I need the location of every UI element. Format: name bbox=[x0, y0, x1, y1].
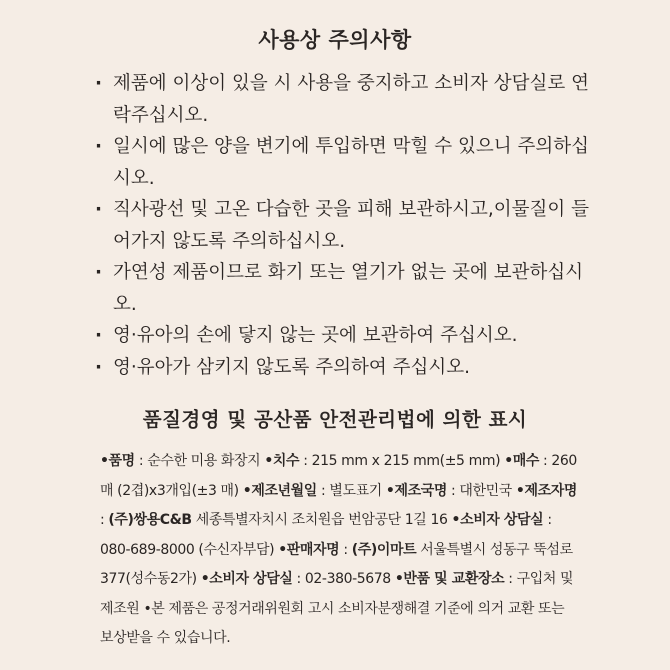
seller-center-label: •소비자 상담실 bbox=[200, 571, 293, 587]
manufacturer-separator: : bbox=[100, 512, 109, 528]
manufacturer-label: •제조자명 bbox=[515, 482, 577, 499]
caution-text: 가연성 제품이므로 화기 또는 열기가 없는 곳에 보관하십시오. bbox=[113, 262, 584, 315]
compensation-text: •본 제품은 공정거래위원회 고시 소비자분쟁해결 기준에 의거 교환 또는 보상받을 수 있습니다. bbox=[100, 600, 565, 646]
seller-label: •판매자명 bbox=[278, 541, 340, 558]
exchange-value: : 구입처 및 제조원 bbox=[100, 571, 574, 617]
bullet-mark: · bbox=[95, 199, 103, 220]
labeling-title: 품질경영 및 공산품 안전관리법에 의한 표시 bbox=[142, 408, 528, 431]
caution-item bbox=[95, 320, 595, 352]
mfg-date-value: : 별도표기 bbox=[316, 482, 386, 499]
caution-item bbox=[95, 68, 595, 131]
count-label: •매수 bbox=[504, 453, 539, 469]
bullet-mark: · bbox=[95, 136, 103, 157]
caution-text: 일시에 많은 양을 변기에 투입하면 막힐 수 있으니 주의하십시오. bbox=[113, 136, 589, 189]
labeling-details bbox=[100, 447, 578, 654]
caution-item bbox=[95, 352, 595, 384]
consumer-center-label: •소비자 상담실 bbox=[451, 512, 544, 528]
cautions-list bbox=[0, 68, 595, 383]
caution-item bbox=[95, 131, 595, 194]
cautions-title: 사용상 주의사항 bbox=[258, 28, 412, 52]
seller-center-value: : 02-380-5678 bbox=[292, 571, 395, 587]
bullet-mark: · bbox=[95, 73, 103, 94]
mfg-country-label: •제조국명 bbox=[385, 482, 447, 499]
exchange-label: •반품 및 교환장소 bbox=[394, 571, 505, 587]
product-name-value: : 순수한 미용 화장지 bbox=[134, 453, 265, 469]
caution-item bbox=[95, 194, 595, 257]
caution-text: 제품에 이상이 있을 시 사용을 중지하고 소비자 상담실로 연락주십시오. bbox=[113, 73, 589, 126]
manufacturer-address: 세종특별자치시 조치원읍 번암공단 1길 16 bbox=[191, 512, 452, 528]
manufacturer-name: (주)쌍용C&B bbox=[108, 512, 192, 528]
caution-item bbox=[95, 257, 595, 320]
count-value: : 260 매 (2겹)x3개입(±3 매) bbox=[100, 453, 577, 499]
bullet-mark: · bbox=[95, 356, 103, 378]
mfg-date-label: •제조년월일 bbox=[242, 482, 317, 499]
seller-address: 서울특별시 성동구 뚝섬로 377(성수동2가) bbox=[100, 541, 573, 587]
caution-text: 영·유아가 삼키지 않도록 주의하여 주십시오. bbox=[113, 356, 470, 378]
product-name-label: •품명 bbox=[100, 453, 135, 469]
bullet-mark: · bbox=[95, 325, 103, 346]
size-value: : 215 mm x 215 mm(±5 mm) bbox=[299, 453, 505, 469]
caution-text: 직사광선 및 고온 다습한 곳을 피해 보관하시고,이물질이 들어가지 않도록 주의하십시오. bbox=[113, 199, 589, 252]
size-label: •치수 bbox=[264, 453, 300, 469]
consumer-center-value: : 080-689-8000 (수신자부담) bbox=[100, 512, 552, 558]
bullet-mark: · bbox=[95, 262, 103, 283]
caution-text: 영·유아의 손에 닿지 않는 곳에 보관하여 주십시오. bbox=[113, 325, 518, 346]
seller-separator: : bbox=[339, 541, 352, 558]
mfg-country-value: : 대한민국 bbox=[446, 482, 516, 499]
seller-name: (주)이마트 bbox=[351, 541, 417, 558]
